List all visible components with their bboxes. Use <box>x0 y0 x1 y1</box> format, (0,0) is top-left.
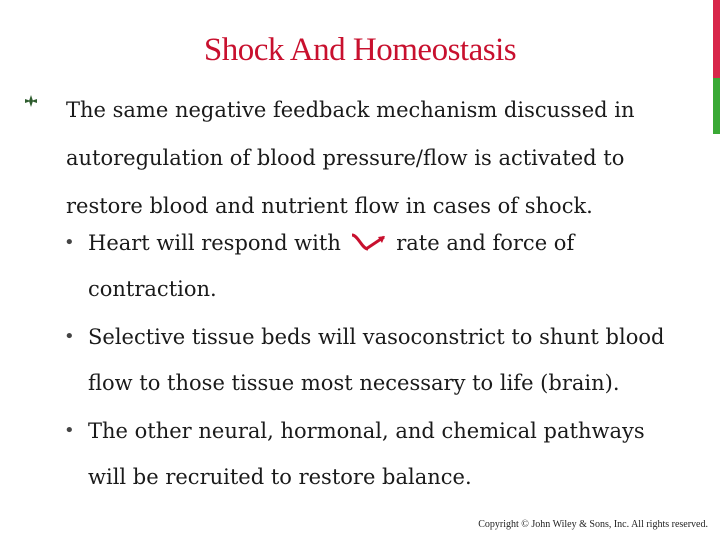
sub-bullet-text <box>88 220 684 312</box>
bullet-dot: • <box>64 420 75 441</box>
sub-bullet-prefix: Heart will respond with <box>88 231 348 255</box>
accent-bar-green <box>713 78 720 134</box>
sub-bullet-text: Selective tissue beds will vasoconstrict to shunt blood flow to those tissue most necessary to life (brain). <box>88 325 665 395</box>
sub-bullet-pathways <box>64 408 684 500</box>
sub-bullet-text: The other neural, hormonal, and chemical pathways will be recruited to restore balance. <box>88 419 645 489</box>
copyright-notice: Copyright © John Wiley & Sons, Inc. All rights reserved. <box>478 519 708 530</box>
sub-bullet-heart <box>64 220 684 312</box>
slide-title: Shock And Homeostasis <box>203 32 517 68</box>
bullet-dot: • <box>64 232 75 253</box>
diamond-bullet-icon <box>24 94 38 108</box>
sub-bullet-suffix: rate and force of contraction. <box>88 231 575 301</box>
sub-bullet-tissue <box>64 314 684 406</box>
increase-arrow-icon <box>348 231 390 253</box>
bullet-dot: • <box>64 326 75 347</box>
main-bullet-text: The same negative feedback mechanism discussed in autoregulation of blood pressure/flow is activated to restore blood and nutrient flow in cases of shock. <box>66 98 635 218</box>
